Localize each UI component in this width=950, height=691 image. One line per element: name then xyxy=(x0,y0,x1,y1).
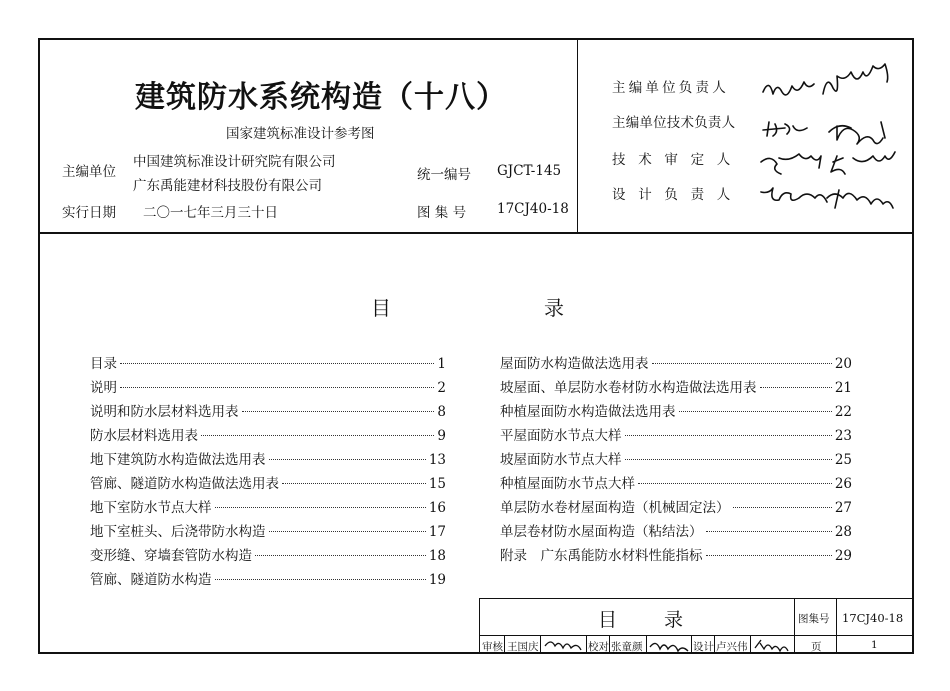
cell-divider xyxy=(504,636,505,653)
cell-divider xyxy=(646,636,647,653)
atlas-number: 17CJ40-18 xyxy=(497,201,569,217)
toc-item-page: 22 xyxy=(834,404,852,420)
document-subtitle: 国家建筑标准设计参考图 xyxy=(226,126,375,142)
editor-unit-1: 中国建筑标准设计研究院有限公司 xyxy=(133,154,336,170)
editor-unit-2: 广东禹能建材科技股份有限公司 xyxy=(133,178,322,194)
editor-unit-label: 主编单位 xyxy=(62,164,116,180)
toc-item-label: 种植屋面防水节点大样 xyxy=(500,476,635,492)
toc-item-label: 坡屋面防水节点大样 xyxy=(500,452,622,468)
toc-item-label: 种植屋面防水构造做法选用表 xyxy=(500,404,676,420)
toc-item-page: 16 xyxy=(428,500,446,516)
toc-item-label: 变形缝、穿墙套管防水构造 xyxy=(90,548,252,564)
signature-4a xyxy=(761,188,827,202)
check-name: 张童颜 xyxy=(611,641,643,653)
toc-leader xyxy=(733,507,832,508)
atlas-no-label: 图集号 xyxy=(798,613,830,625)
toc-item-label: 目录 xyxy=(90,356,117,372)
resp-role-chief-unit: 主编单位负责人 xyxy=(612,80,729,96)
sheet-title-left: 目 xyxy=(598,609,618,631)
toc-item-page: 29 xyxy=(834,548,852,564)
toc-item[interactable] xyxy=(500,400,852,418)
toc-leader xyxy=(120,363,434,364)
toc-item[interactable] xyxy=(90,544,446,562)
toc-item-page: 9 xyxy=(437,428,446,444)
toc-leader xyxy=(215,507,426,508)
toc-item-page: 2 xyxy=(437,380,446,396)
toc-item[interactable] xyxy=(500,520,852,538)
toc-item-label: 地下室防水节点大样 xyxy=(90,500,212,516)
title-block-row-divider xyxy=(480,635,913,636)
toc-leader xyxy=(215,579,426,580)
toc-leader xyxy=(638,483,832,484)
unified-number-label: 统一编号 xyxy=(417,167,471,183)
reviewer-signature xyxy=(543,637,583,652)
toc-item-label: 地下室桩头、后浇带防水构造 xyxy=(90,524,266,540)
toc-item-page: 21 xyxy=(834,380,852,396)
toc-item-label: 管廊、隧道防水构造 xyxy=(90,572,212,588)
toc-item-page: 26 xyxy=(834,476,852,492)
header-vertical-divider xyxy=(577,38,578,233)
toc-item[interactable] xyxy=(500,544,852,562)
design-name: 卢兴伟 xyxy=(716,641,748,653)
atlas-no: 17CJ40-18 xyxy=(842,611,904,625)
toc-item-label: 单层防水卷材屋面构造（机械固定法） xyxy=(500,500,730,516)
toc-item[interactable] xyxy=(90,400,446,418)
toc-item-page: 23 xyxy=(834,428,852,444)
toc-item[interactable] xyxy=(90,496,446,514)
toc-heading-left: 目 xyxy=(371,296,391,320)
signature-3a xyxy=(761,154,821,174)
cell-divider xyxy=(691,636,692,653)
unified-number: GJCT-145 xyxy=(497,163,562,179)
toc-item-page: 28 xyxy=(834,524,852,540)
cell-divider xyxy=(750,636,751,653)
toc-item-label: 单层卷材防水屋面构造（粘结法） xyxy=(500,524,703,540)
check-label: 校对 xyxy=(588,641,609,653)
toc-item[interactable] xyxy=(90,352,446,370)
document-title: 建筑防水系统构造（十八） xyxy=(135,80,507,115)
header-divider xyxy=(38,232,914,234)
cell-divider xyxy=(714,636,715,653)
toc-item-label: 管廊、隧道防水构造做法选用表 xyxy=(90,476,279,492)
toc-item-page: 17 xyxy=(428,524,446,540)
toc-leader xyxy=(706,531,832,532)
toc-item-page: 25 xyxy=(834,452,852,468)
title-block xyxy=(479,598,913,653)
cell-divider xyxy=(609,636,610,653)
toc-item[interactable] xyxy=(500,376,852,394)
toc-leader xyxy=(120,387,434,388)
toc-leader xyxy=(269,459,426,460)
toc-item-label: 地下建筑防水构造做法选用表 xyxy=(90,452,266,468)
toc-item[interactable] xyxy=(500,496,852,514)
toc-item[interactable] xyxy=(90,520,446,538)
toc-leader xyxy=(679,411,832,412)
page-label: 页 xyxy=(811,641,822,653)
toc-leader xyxy=(282,483,426,484)
toc-item-label: 坡屋面、单层防水卷材防水构造做法选用表 xyxy=(500,380,757,396)
toc-leader xyxy=(255,555,426,556)
toc-heading-right: 录 xyxy=(544,296,564,320)
toc-item-page: 19 xyxy=(428,572,446,588)
signature-3b xyxy=(831,152,895,174)
toc-item-page: 8 xyxy=(437,404,446,420)
sheet-title-right: 录 xyxy=(664,609,684,631)
toc-item-label: 说明和防水层材料选用表 xyxy=(90,404,239,420)
resp-role-tech-lead: 主编单位技术负责人 xyxy=(612,115,736,131)
effective-date: 二〇一七年三月三十日 xyxy=(143,205,278,221)
resp-role-approver: 技 术 审 定 人 xyxy=(612,152,735,168)
review-label: 审核 xyxy=(482,641,503,653)
resp-role-design-lead: 设 计 负 责 人 xyxy=(612,187,735,203)
design-label: 设计 xyxy=(693,641,714,653)
toc-item[interactable] xyxy=(500,448,852,466)
title-block-divider xyxy=(794,599,795,653)
toc-leader xyxy=(760,387,832,388)
toc-leader xyxy=(242,411,435,412)
toc-leader xyxy=(652,363,832,364)
toc-item[interactable] xyxy=(500,472,852,490)
toc-item[interactable] xyxy=(90,448,446,466)
signature-1a xyxy=(763,82,814,95)
toc-leader xyxy=(706,555,832,556)
toc-item-label: 说明 xyxy=(90,380,117,396)
toc-leader xyxy=(269,531,426,532)
toc-item[interactable] xyxy=(500,424,852,442)
designer-signature xyxy=(752,637,792,652)
cell-divider xyxy=(586,636,587,653)
toc-item[interactable] xyxy=(500,352,852,370)
signature-1b xyxy=(823,64,888,94)
effective-date-label: 实行日期 xyxy=(62,205,116,221)
title-block-divider xyxy=(836,599,837,653)
cell-divider xyxy=(540,636,541,653)
toc-item-page: 18 xyxy=(428,548,446,564)
toc-item[interactable] xyxy=(90,568,446,586)
toc-item-page: 1 xyxy=(437,356,446,372)
checker-signature xyxy=(648,637,690,652)
toc-item-label: 防水层材料选用表 xyxy=(90,428,198,444)
review-name: 王国庆 xyxy=(507,641,539,653)
toc-leader xyxy=(201,435,434,436)
signature-2a xyxy=(763,122,807,136)
signature-2b xyxy=(829,122,885,144)
signature-4b xyxy=(827,190,893,208)
atlas-number-label: 图 集 号 xyxy=(417,205,467,221)
toc-leader xyxy=(625,435,832,436)
toc-item-page: 15 xyxy=(428,476,446,492)
page-no: 1 xyxy=(871,639,878,651)
signatures-graphic xyxy=(755,62,915,222)
toc-item-label: 附录 广东禹能防水材料性能指标 xyxy=(500,548,703,564)
toc-item-page: 20 xyxy=(834,356,852,372)
toc-item-label: 平屋面防水节点大样 xyxy=(500,428,622,444)
toc-item[interactable] xyxy=(90,376,446,394)
toc-item[interactable] xyxy=(90,472,446,490)
toc-item-page: 27 xyxy=(834,500,852,516)
toc-item-page: 13 xyxy=(428,452,446,468)
toc-leader xyxy=(625,459,832,460)
toc-item[interactable] xyxy=(90,424,446,442)
toc-item-label: 屋面防水构造做法选用表 xyxy=(500,356,649,372)
